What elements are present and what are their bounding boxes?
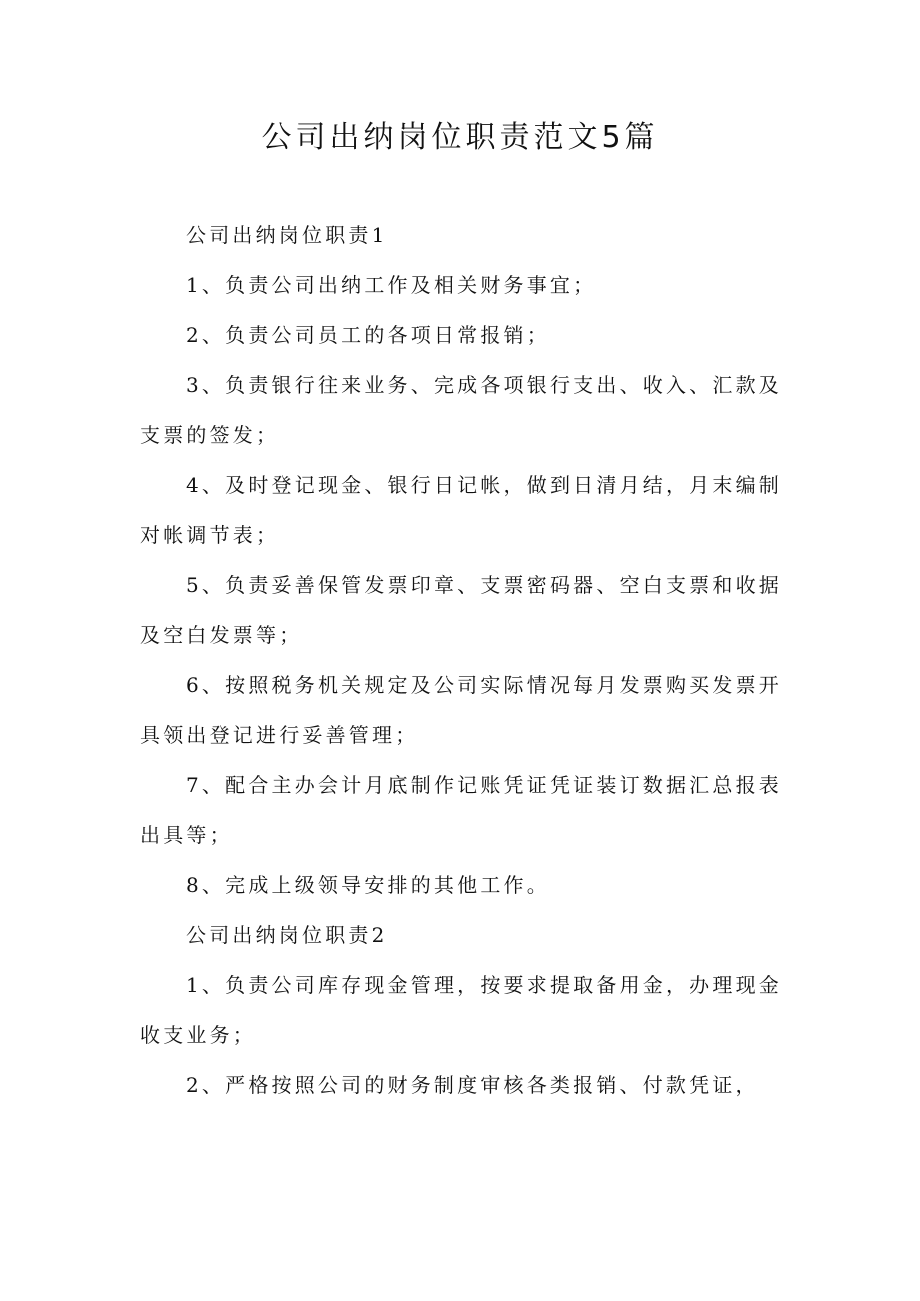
duty-item: 8、完成上级领导安排的其他工作。 (186, 873, 550, 897)
duty-item: 7、配合主办会计月底制作记账凭证凭证装订数据汇总报表出具等； (140, 773, 782, 847)
section-heading-1: 公司出纳岗位职责1 (186, 223, 388, 247)
document-title: 公司出纳岗位职责范文5篇 (261, 120, 659, 155)
duty-item: 4、及时登记现金、银行日记帐，做到日清月结，月末编制对帐调节表； (140, 473, 782, 547)
duty-item: 1、负责公司出纳工作及相关财务事宜； (186, 273, 597, 297)
duty-item: 2、负责公司员工的各项日常报销； (186, 323, 550, 347)
duty-item: 5、负责妥善保管发票印章、支票密码器、空白支票和收据及空白发票等； (140, 573, 782, 647)
document-body (140, 210, 782, 1110)
duty-item: 6、按照税务机关规定及公司实际情况每月发票购买发票开具领出登记进行妥善管理； (140, 673, 782, 747)
duty-item: 3、负责银行往来业务、完成各项银行支出、收入、汇款及支票的签发； (140, 373, 782, 447)
section-heading-2: 公司出纳岗位职责2 (186, 923, 388, 947)
duty-item: 2、严格按照公司的财务制度审核各类报销、付款凭证， (186, 1073, 759, 1097)
duty-item: 1、负责公司库存现金管理，按要求提取备用金，办理现金收支业务； (140, 973, 782, 1047)
